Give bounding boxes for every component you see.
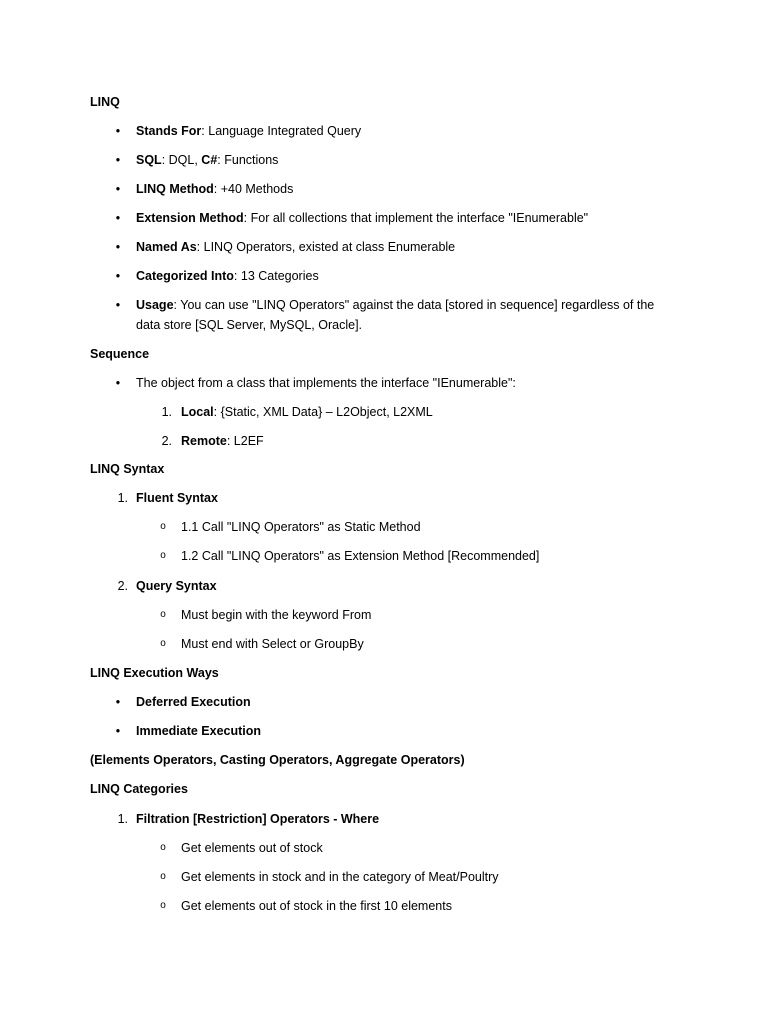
list-item-extension-method: Extension Method: For all collections that implement the interface "IEnumerable" [136, 211, 589, 225]
circle-bullet-glyph: o [160, 609, 166, 620]
heading-linq-execution-ways: LINQ Execution Ways [90, 666, 219, 680]
circle-bullet-glyph: o [160, 550, 166, 561]
list-number: 1. [117, 812, 128, 826]
heading-linq-syntax: LINQ Syntax [90, 462, 165, 476]
bullet-glyph: • [115, 269, 121, 283]
bullet-glyph: • [115, 153, 121, 167]
sub-item: Must end with Select or GroupBy [181, 637, 364, 651]
sub-item: Must begin with the keyword From [181, 608, 372, 622]
circle-bullet-glyph: o [160, 871, 166, 882]
list-item-local: Local: {Static, XML Data} – L2Object, L2XML [181, 405, 433, 419]
list-item-usage: Usage: You can use "LINQ Operators" against the data [stored in sequence] regardless of the [136, 298, 655, 312]
bullet-glyph: • [115, 298, 121, 312]
bullet-glyph: • [115, 724, 121, 738]
list-item-sequence-definition: The object from a class that implements the interface "IEnumerable": [136, 376, 516, 390]
circle-bullet-glyph: o [160, 521, 166, 532]
list-item-immediate-execution: Immediate Execution [136, 724, 262, 738]
list-number: 2. [161, 434, 172, 448]
list-number: 1. [161, 405, 172, 419]
execution-note: (Elements Operators, Casting Operators, Aggregate Operators) [90, 753, 465, 767]
list-item-sql: SQL: DQL, C#: Functions [136, 153, 279, 167]
list-item-query-syntax: Query Syntax [136, 579, 217, 593]
list-item-linq-method: LINQ Method: +40 Methods [136, 182, 294, 196]
heading-linq: LINQ [90, 95, 120, 109]
circle-bullet-glyph: o [160, 900, 166, 911]
heading-linq-categories: LINQ Categories [90, 782, 188, 796]
list-number: 2. [117, 579, 128, 593]
bullet-glyph: • [115, 124, 121, 138]
list-item-fluent-syntax: Fluent Syntax [136, 491, 218, 505]
list-item-deferred-execution: Deferred Execution [136, 695, 251, 709]
list-item-usage-continued: data store [SQL Server, MySQL, Oracle]. [136, 318, 363, 332]
bullet-glyph: • [115, 695, 121, 709]
list-item-filtration-operators: Filtration [Restriction] Operators - Where [136, 812, 380, 826]
heading-sequence: Sequence [90, 347, 150, 361]
sub-item: Get elements out of stock [181, 841, 323, 855]
bullet-glyph: • [115, 376, 121, 390]
bullet-glyph: • [115, 182, 121, 196]
list-item-stands-for: Stands For: Language Integrated Query [136, 124, 362, 138]
circle-bullet-glyph: o [160, 638, 166, 649]
list-item-remote: Remote: L2EF [181, 434, 264, 448]
sub-item: 1.1 Call "LINQ Operators" as Static Method [181, 520, 421, 534]
bullet-glyph: • [115, 211, 121, 225]
sub-item: 1.2 Call "LINQ Operators" as Extension Method [Recommended] [181, 549, 540, 563]
list-number: 1. [117, 491, 128, 505]
sub-item: Get elements in stock and in the category of Meat/Poultry [181, 870, 499, 884]
circle-bullet-glyph: o [160, 842, 166, 853]
list-item-categorized-into: Categorized Into: 13 Categories [136, 269, 319, 283]
bullet-glyph: • [115, 240, 121, 254]
sub-item: Get elements out of stock in the first 10 elements [181, 899, 452, 913]
list-item-named-as: Named As: LINQ Operators, existed at class Enumerable [136, 240, 456, 254]
